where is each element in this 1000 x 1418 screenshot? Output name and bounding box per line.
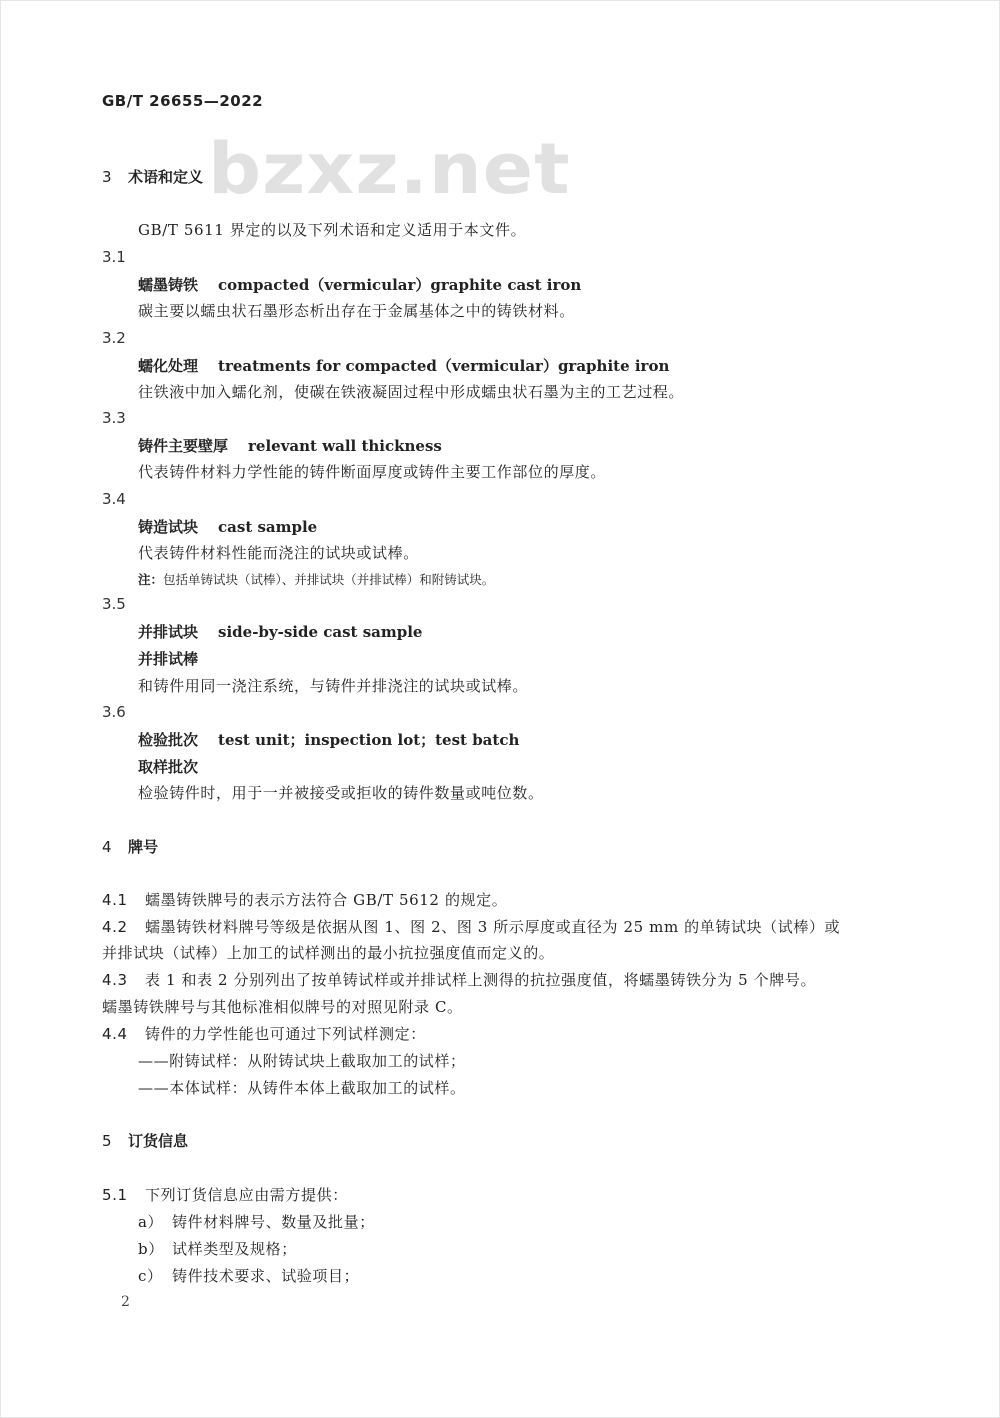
clause-5-1 xyxy=(102,1184,348,1205)
clause-number: 4.2 xyxy=(102,918,128,936)
term-alternative: 取样批次 xyxy=(138,758,199,776)
section-title: 术语和定义 xyxy=(128,168,204,186)
list-marker: a） xyxy=(138,1213,164,1231)
term-number: 3.4 xyxy=(102,490,126,508)
term-definition: 和铸件用同一浇注系统，与铸件并排浇注的试块或试棒。 xyxy=(138,677,529,695)
clause-text: 表 1 和表 2 分别列出了按单铸试样或并排试样上测得的抗拉强度值，将蠕墨铸铁分为 5 个牌号。 xyxy=(145,971,817,989)
section-number: 4 xyxy=(102,838,112,856)
term-en: relevant wall thickness xyxy=(248,437,442,455)
term-zh: 铸件主要壁厚 xyxy=(138,437,229,455)
list-item xyxy=(138,1238,297,1259)
clause-text: 铸件的力学性能也可通过下列试样测定： xyxy=(145,1025,426,1043)
clause-number: 4.3 xyxy=(102,971,128,989)
section-title: 订货信息 xyxy=(128,1132,189,1150)
term-note xyxy=(138,570,494,588)
note-label: 注： xyxy=(138,572,164,587)
section-4-heading xyxy=(102,836,158,857)
clause-text: 蠕墨铸铁牌号的表示方法符合 GB/T 5612 的规定。 xyxy=(145,891,508,909)
term-en: test unit；inspection lot；test batch xyxy=(218,731,520,749)
page-number: 2 xyxy=(121,1294,130,1310)
clause-4-4 xyxy=(102,1023,426,1044)
clause-4-3-cont: 蠕墨铸铁牌号与其他标准相似牌号的对照见附录 C。 xyxy=(102,998,463,1016)
term-zh: 并排试块 xyxy=(138,623,199,641)
list-item xyxy=(138,1211,375,1232)
term-zh: 检验批次 xyxy=(138,731,199,749)
term-heading xyxy=(138,435,442,456)
clause-number: 4.4 xyxy=(102,1025,128,1043)
note-text: 包括单铸试块（试棒）、并排试块（并排试棒）和附铸试块。 xyxy=(163,572,495,587)
dash-item: ——附铸试样：从附铸试块上截取加工的试样； xyxy=(138,1052,466,1070)
term-en: compacted（vermicular）graphite cast iron xyxy=(218,276,582,294)
section-3-intro: GB/T 5611 界定的以及下列术语和定义适用于本文件。 xyxy=(138,221,527,239)
clause-4-3 xyxy=(102,969,816,990)
section-title: 牌号 xyxy=(128,838,159,856)
list-text: 铸件材料牌号、数量及批量； xyxy=(172,1213,375,1231)
clause-text: 蠕墨铸铁材料牌号等级是依据从图 1、图 2、图 3 所示厚度或直径为 25 mm 的单铸试块（试棒）或 xyxy=(145,918,841,936)
term-definition: 往铁液中加入蠕化剂，使碳在铁液凝固过程中形成蠕虫状石墨为主的工艺过程。 xyxy=(138,383,685,401)
term-definition: 碳主要以蠕虫状石墨形态析出存在于金属基体之中的铸铁材料。 xyxy=(138,302,575,320)
dash-item: ——本体试样：从铸件本体上截取加工的试样。 xyxy=(138,1079,466,1097)
clause-4-2 xyxy=(102,916,840,937)
term-heading xyxy=(138,621,422,642)
term-zh: 铸造试块 xyxy=(138,518,199,536)
term-en: treatments for compacted（vermicular）graphite iron xyxy=(218,357,670,375)
term-heading xyxy=(138,729,519,750)
watermark: bzxz.net xyxy=(208,128,571,210)
clause-number: 4.1 xyxy=(102,891,128,909)
term-definition: 代表铸件材料力学性能的铸件断面厚度或铸件主要工作部位的厚度。 xyxy=(138,463,607,481)
term-heading xyxy=(138,516,317,537)
list-text: 铸件技术要求、试验项目； xyxy=(172,1267,360,1285)
clause-text: 下列订货信息应由需方提供： xyxy=(145,1186,348,1204)
list-marker: c） xyxy=(138,1267,163,1285)
term-heading xyxy=(138,274,581,295)
term-zh: 蠕化处理 xyxy=(138,357,199,375)
term-en: side-by-side cast sample xyxy=(218,623,423,641)
term-alternative: 并排试棒 xyxy=(138,650,199,668)
term-number: 3.6 xyxy=(102,703,126,721)
section-5-heading xyxy=(102,1130,188,1151)
list-text: 试样类型及规格； xyxy=(172,1240,297,1258)
clause-4-1 xyxy=(102,889,507,910)
section-number: 3 xyxy=(102,168,112,186)
clause-4-2-cont: 并排试块（试棒）上加工的试样测出的最小抗拉强度值而定义的。 xyxy=(102,944,555,962)
term-en: cast sample xyxy=(218,518,318,536)
term-number: 3.5 xyxy=(102,595,126,613)
term-definition: 代表铸件材料性能而浇注的试块或试棒。 xyxy=(138,544,419,562)
term-number: 3.3 xyxy=(102,409,126,427)
term-number: 3.2 xyxy=(102,329,126,347)
section-number: 5 xyxy=(102,1132,112,1150)
clause-number: 5.1 xyxy=(102,1186,128,1204)
term-number: 3.1 xyxy=(102,248,126,266)
term-zh: 蠕墨铸铁 xyxy=(138,276,199,294)
section-3-heading xyxy=(102,166,203,187)
list-item xyxy=(138,1265,359,1286)
term-definition: 检验铸件时，用于一并被接受或拒收的铸件数量或吨位数。 xyxy=(138,784,544,802)
list-marker: b） xyxy=(138,1240,164,1258)
standard-number-header: GB/T 26655—2022 xyxy=(102,92,264,110)
term-heading xyxy=(138,355,669,376)
